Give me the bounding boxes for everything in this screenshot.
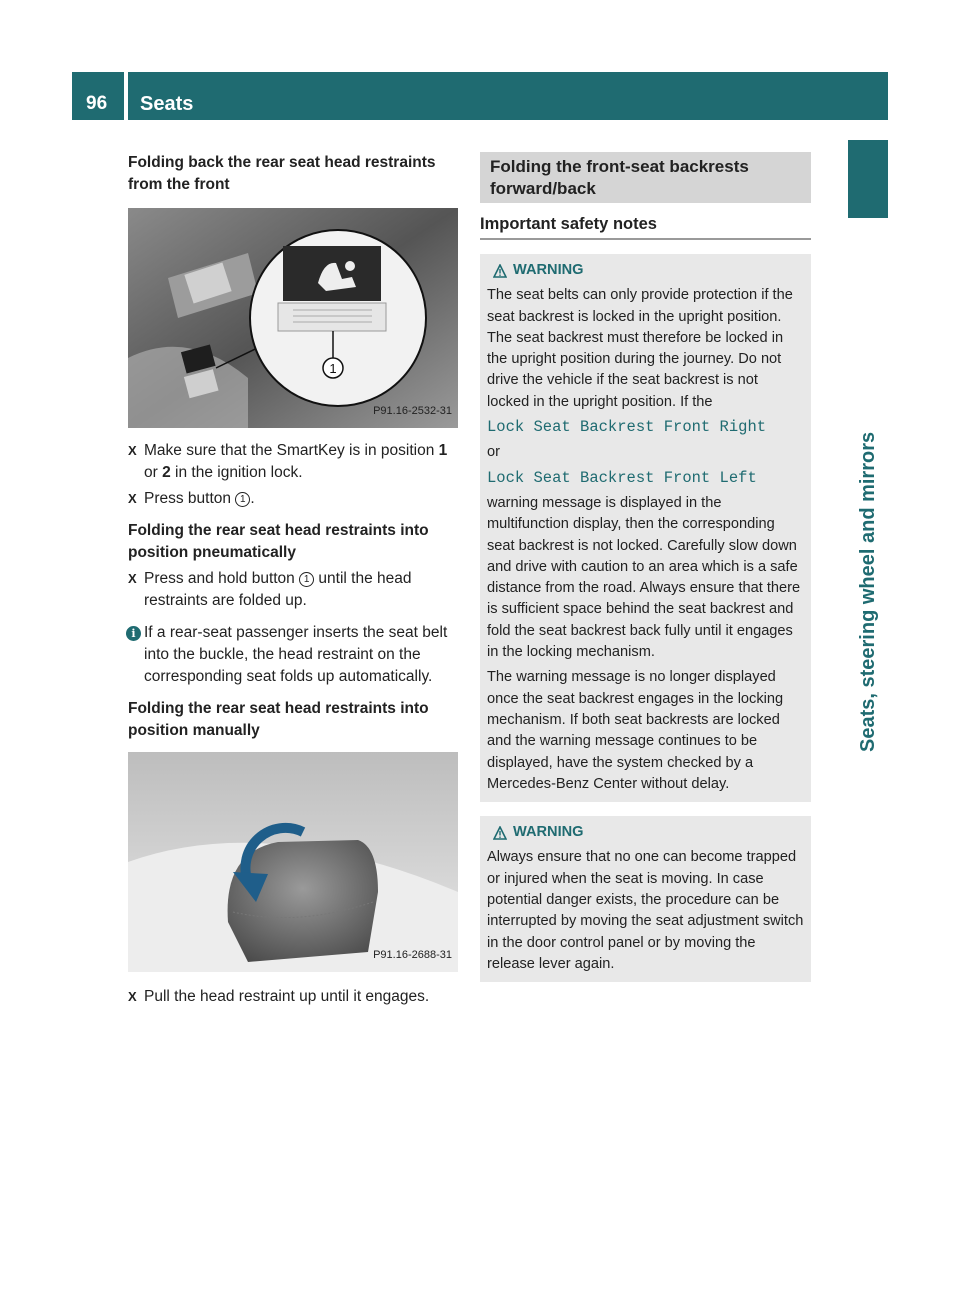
arrow-icon: X: [128, 571, 137, 586]
chapter-label: Seats, steering wheel and mirrors: [857, 431, 879, 752]
warning-box-backrest: WARNING The seat belts can only provide protection if the seat backrest is locked in the upright position. The seat backrest must therefore be locked in the upright position during the journey. Do not drive the vehicle if the seat backrest is not locked in the upright position. If the Lock Seat Backrest Front Right or Lock Seat Backrest Front Left warning message is displayed in the multifunction display, then the corresponding seat backrest is not locked. Carefully slow down and drive with caution to an area which is a safe distance from the road. Always ensure that there is sufficient space behind the seat backrest and fold the seat backrest back fully until it engages in the locking mechanism. The warning message is no longer displayed once the seat backrest engages in the locking mechanism. If both seat backrests are locked and the warning message continues to be displayed, have the system checked by a Mercedes-Benz Center without delay.: [480, 254, 811, 802]
callout-number: 1: [329, 361, 337, 376]
left-column: [128, 152, 460, 1008]
header-divider: [124, 72, 128, 120]
warning-heading: WARNING: [487, 260, 804, 281]
figure-code: P91.16-2532-31: [373, 405, 452, 417]
warning-box-trapped: WARNING Always ensure that no one can become trapped or injured when the seat is moving. In case potential danger exists, the procedure can be interrupted by moving the seat adjustment switch in the door control panel or by moving the release lever again.: [480, 816, 811, 982]
info-note: i If a rear-seat passenger inserts the seat belt into the buckle, the head restraint on the corresponding seat folds up automatically.: [128, 622, 460, 688]
figure-code: P91.16-2688-31: [373, 949, 452, 961]
arrow-icon: X: [128, 491, 137, 506]
info-icon: i: [126, 626, 141, 641]
display-message: Lock Seat Backrest Front Left: [487, 468, 757, 487]
warning-icon: [493, 826, 507, 840]
figure-seat-button: [128, 208, 458, 428]
page-number: 96: [86, 93, 108, 114]
heading-pneumatic: Folding the rear seat head restraints into position pneumatically: [128, 522, 429, 561]
step-press-button: X Press button 1 .: [128, 488, 460, 510]
seat-button-illustration: [128, 208, 458, 428]
arrow-icon: X: [128, 989, 137, 1004]
warning-heading: WARNING: [487, 822, 804, 843]
callout-icon: 1: [235, 492, 250, 507]
figure-head-restraint: [128, 752, 458, 972]
page-header-bar: [72, 72, 888, 120]
callout-icon: 1: [299, 572, 314, 587]
heading-manual: Folding the rear seat head restraints into position manually: [128, 700, 429, 739]
step-smartkey: X Make sure that the SmartKey is in position 1 or 2 in the ignition lock.: [128, 442, 448, 481]
display-message: Lock Seat Backrest Front Right: [487, 418, 767, 437]
heading-fold-back-front: Folding back the rear seat head restraints from the front: [128, 154, 436, 193]
step-press-hold: X Press and hold button 1 until the head restraints are folded up.: [128, 570, 412, 609]
head-restraint-illustration: [128, 752, 458, 972]
warning-icon: [493, 264, 507, 278]
chapter-tab: [848, 140, 888, 218]
step-pull-up: X Pull the head restraint up until it engages.: [128, 986, 460, 1008]
right-column: [480, 152, 811, 982]
page-title: Seats: [140, 93, 194, 115]
section-title: Folding the front-seat backrests forward/back: [480, 152, 811, 203]
subsection-title: Important safety notes: [480, 213, 811, 240]
arrow-icon: X: [128, 443, 137, 458]
